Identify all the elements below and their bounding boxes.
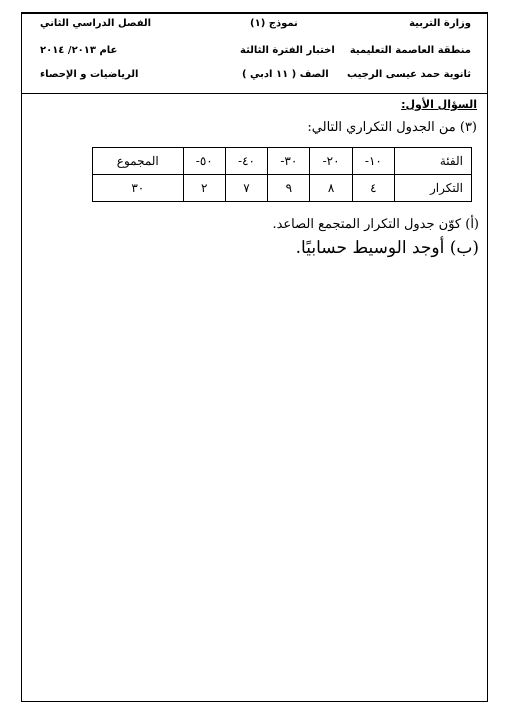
header-top-line bbox=[22, 13, 487, 14]
frequency-table bbox=[92, 147, 472, 202]
table-row bbox=[93, 175, 472, 202]
class-cell: ٥٠- bbox=[183, 148, 225, 175]
frequency-cell: ٧ bbox=[225, 175, 267, 202]
frequency-cell: ٤ bbox=[352, 175, 394, 202]
ministry-name: وزارة التربية bbox=[409, 18, 471, 29]
header-row-1 bbox=[22, 18, 487, 38]
frequency-cell: ٢ bbox=[183, 175, 225, 202]
grade-label: الصف ( ١١ ادبي ) bbox=[242, 69, 329, 80]
class-cell: ٤٠- bbox=[225, 148, 267, 175]
frequency-cell: ٨ bbox=[310, 175, 352, 202]
model-number: نموذج (١) bbox=[250, 18, 298, 29]
school-name: ثانوية حمد عيسى الرجيب bbox=[347, 69, 471, 80]
header-row-2 bbox=[22, 45, 487, 65]
header-row-3 bbox=[22, 69, 487, 89]
part-a-question: (أ) كوّن جدول التكرار المتجمع الصاعد. bbox=[272, 217, 479, 232]
exam-title: اختبار الفترة الثالثة bbox=[240, 45, 335, 56]
class-cell: ٢٠- bbox=[310, 148, 352, 175]
page-border bbox=[21, 12, 488, 702]
row-label-class: الفئة bbox=[395, 148, 472, 175]
class-cell: ١٠- bbox=[352, 148, 394, 175]
exam-header bbox=[22, 13, 487, 92]
part-b-question: (ب) أوجد الوسيط حسابيًا. bbox=[295, 238, 479, 258]
header-bottom-line bbox=[22, 93, 487, 94]
question-title: السؤال الأول: bbox=[401, 98, 477, 111]
region-name: منطقة العاصمة التعليمية bbox=[349, 45, 471, 56]
academic-year: عام ٢٠١٣/ ٢٠١٤ bbox=[40, 45, 118, 56]
class-cell: ٣٠- bbox=[268, 148, 310, 175]
frequency-cell: ٩ bbox=[268, 175, 310, 202]
table-row bbox=[93, 148, 472, 175]
semester-label: الفصل الدراسي الثاني bbox=[40, 18, 152, 29]
question-intro: (٣) من الجدول التكراري التالي: bbox=[307, 120, 477, 135]
total-value-cell: ٣٠ bbox=[93, 175, 184, 202]
subject-label: الرياضيات و الإحصاء bbox=[40, 69, 139, 80]
total-label-cell: المجموع bbox=[93, 148, 184, 175]
row-label-frequency: التكرار bbox=[395, 175, 472, 202]
